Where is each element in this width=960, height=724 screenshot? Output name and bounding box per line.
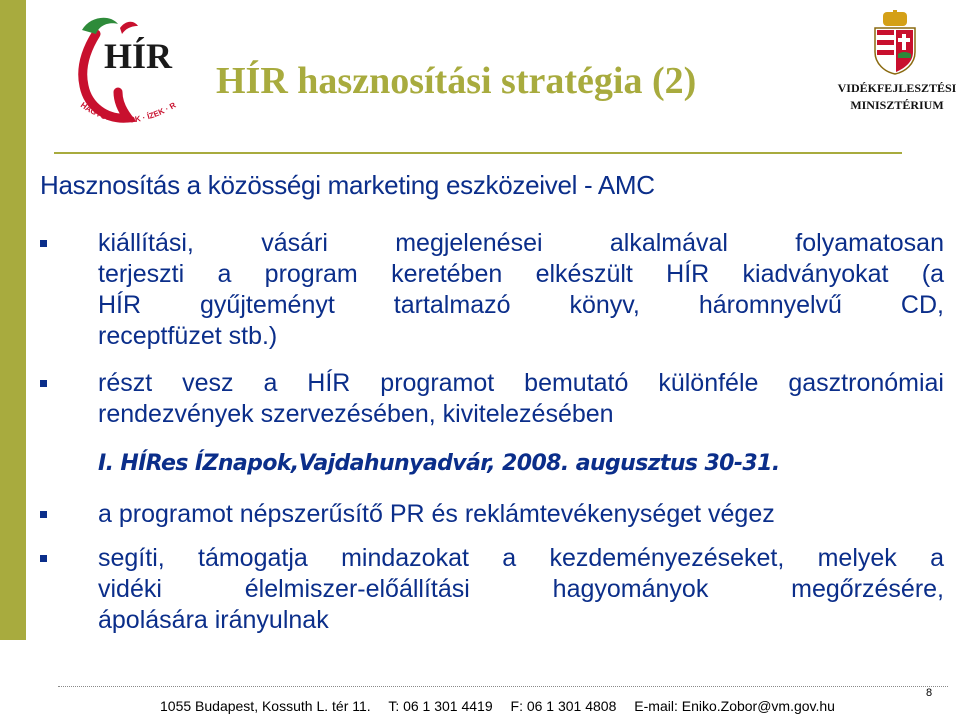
footer-address: 1055 Budapest, Kossuth L. tér 11. (160, 698, 371, 714)
square-bullet-icon (40, 511, 47, 518)
footer-divider (58, 686, 948, 687)
list-item (98, 368, 944, 430)
square-bullet-icon (40, 240, 47, 247)
left-accent-bar (0, 0, 26, 640)
event-highlight: I. HÍRes ÍZnapok,Vajdahunyadvár, 2008. augusztus 30-31. (98, 451, 780, 476)
hir-logo-icon (62, 10, 184, 136)
ministry-name (836, 80, 958, 114)
hir-logo-text: HÍR (104, 36, 173, 76)
list-item-line: rendezvények szervezésében, kivitelezésében (98, 400, 614, 428)
slide-title: HÍR hasznosítási stratégia (2) (216, 60, 697, 102)
list-item (98, 499, 944, 530)
list-item-line: segíti, támogatja mindazokat a kezdeményezéseket, melyek a (98, 544, 944, 572)
page-number: 8 (926, 687, 933, 699)
hungarian-coat-of-arms-icon (869, 10, 921, 76)
ministry-logo (836, 10, 958, 128)
square-bullet-icon (40, 380, 47, 387)
list-item-line: terjeszti a program keretében elkészült HÍR kiadványokat (a (98, 260, 944, 288)
list-item-line: vidéki élelmiszer-előállítási hagyományok megőrzésére, (98, 575, 944, 603)
list-item (98, 228, 944, 352)
section-heading: Hasznosítás a közösségi marketing eszközeivel - AMC (40, 170, 655, 200)
footer-email: E-mail: Eniko.Zobor@vm.gov.hu (634, 698, 835, 714)
list-item-line: receptfüzet stb.) (98, 322, 278, 350)
list-item-line: HÍR gyűjteményt tartalmazó könyv, háromnyelvű CD, (98, 291, 944, 319)
footer-phone: T: 06 1 301 4419 (388, 698, 493, 714)
ministry-name-line2: MINISZTÉRIUM (850, 98, 944, 112)
square-bullet-icon (40, 555, 47, 562)
title-divider (54, 152, 902, 154)
list-item (98, 543, 944, 636)
list-item-line: ápolására irányulnak (98, 606, 329, 634)
footer-fax: F: 06 1 301 4808 (510, 698, 617, 714)
list-item-line: részt vesz a HÍR programot bemutató különféle gasztronómiai (98, 369, 944, 397)
ministry-name-line1: VIDÉKFEJLESZTÉSI (837, 81, 957, 95)
list-item-line: kiállítási, vásári megjelenései alkalmával folyamatosan (98, 229, 944, 257)
footer (160, 697, 849, 715)
list-item-line: a programot népszerűsítő PR és reklámtevékenységet végez (98, 500, 775, 528)
hir-logo-tagline: HAGYOMÁNYOK · ÍZEK · R (78, 100, 178, 125)
